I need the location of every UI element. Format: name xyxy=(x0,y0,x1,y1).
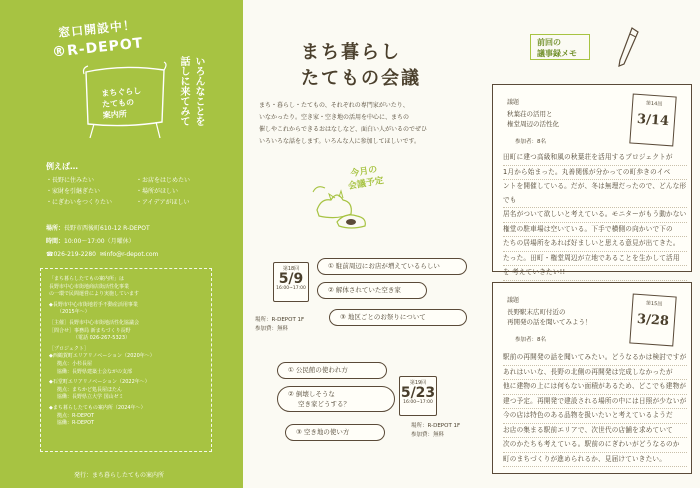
topic-text: ② 倒壊しそうな xyxy=(288,390,335,398)
rdepot-headline: ®R-DEPOT xyxy=(51,35,145,61)
minutes-title-line: 議事録メモ xyxy=(537,49,577,58)
publisher-footer: 発行：まち暮らしたてもの案内所 xyxy=(74,472,165,479)
topic-text: ③ 地区ごとのお祭りについて xyxy=(340,313,426,321)
meeting-number: 第18回 xyxy=(282,266,300,272)
topic-text: ② 解体されていた空き家 xyxy=(328,286,401,294)
agenda-title-line: 秋葉荘の活用と xyxy=(507,110,553,118)
vertical-line: 話しに来てみて xyxy=(178,56,189,126)
open-headline: 窓口開設中！ xyxy=(57,17,137,41)
minutes-notes xyxy=(503,351,687,467)
meeting-number: 第19回 xyxy=(409,380,427,386)
minutes-card xyxy=(492,282,692,474)
note-line: あれはいいな、長野の北側の再開発は完成しなかったが xyxy=(503,366,687,381)
topic-text: ① 公民館の使われ方 xyxy=(288,366,348,374)
project-line: 拠点：小杉長屋 xyxy=(57,360,93,367)
address: 長野市西後町610-12 R-DEPOT xyxy=(64,225,150,232)
intro-line: 催しやこれからできるおはなしなど、面白い人がいるのでぜひ xyxy=(259,126,427,133)
info-panel xyxy=(0,0,243,488)
page-title: たてもの会議 xyxy=(301,68,421,89)
agenda-title-line: 長野駅末広町付近の xyxy=(507,308,566,316)
examples-list xyxy=(136,175,190,208)
meeting-section xyxy=(243,0,478,488)
minutes-card xyxy=(492,84,692,276)
meeting-number: 第14回 xyxy=(645,100,663,108)
agenda-label: 議題 xyxy=(507,297,520,304)
plan-label-line: 今月の xyxy=(349,164,379,180)
example-item: ・ 長野に住みたい xyxy=(46,175,112,186)
meeting-date: 5/9 xyxy=(278,271,304,287)
vertical-line: いろんなことを xyxy=(193,56,204,126)
agenda-title-line: 権堂周辺の活性化 xyxy=(507,120,559,128)
projects-label: ［プロジェクト］ xyxy=(49,345,89,352)
intro-text xyxy=(259,100,469,148)
sign-line: まちぐらし xyxy=(100,86,142,99)
project-year: （2015年～） xyxy=(57,309,90,316)
intro-line: いろいろな話をします。いろんな人に参加してほしいです。 xyxy=(259,138,421,145)
meeting-meta xyxy=(255,316,304,334)
phone-number[interactable]: ☎026-219-2280 xyxy=(46,251,96,258)
sign-line: 案内所 xyxy=(102,109,128,121)
note-line: を 考えていきたい!! xyxy=(503,266,687,281)
note-line: 次のかたちも考えている。駅前のにぎわいがどうなるのか xyxy=(503,438,687,453)
example-item: ・ アイデアがほしい xyxy=(136,197,190,208)
topic-item xyxy=(329,309,467,326)
note-line: 今の店は特色のある品物を扱いたいと考えているようだ xyxy=(503,409,687,424)
topic-item xyxy=(317,282,427,299)
meeting-number: 第15回 xyxy=(645,300,663,308)
attendees: 参加者：8名 xyxy=(515,337,546,343)
example-item: ・ 家財を引継ぎたい xyxy=(46,186,112,197)
agenda-title xyxy=(507,109,559,129)
meeting-date: 3/14 xyxy=(636,111,670,130)
meeting-date-note xyxy=(629,294,676,347)
contact-info xyxy=(46,222,158,261)
signboard-illustration xyxy=(80,60,170,140)
minutes-title xyxy=(530,34,590,60)
example-item: ・ にぎわいをつくりたい xyxy=(46,197,112,208)
example-item: ・ お店をはじめたい xyxy=(136,175,190,186)
meeting-date: 5/23 xyxy=(400,385,436,401)
meeting-date-badge xyxy=(399,376,437,416)
meeting-time: 16:00~17:00 xyxy=(276,286,306,291)
topic-text: ③ 空き地の使い方 xyxy=(296,428,350,436)
note-line: 駅前の再開発の話を聞いてみたい。どうなるかは検討ですが xyxy=(503,351,687,366)
sign-line: たてもの xyxy=(101,97,135,110)
note-line: 権堂の駐車場は空いている。下手で横側の向かいで下の xyxy=(503,223,687,238)
note-line: 居名がついて欲しいと考えている。モニターがもう動かない xyxy=(503,208,687,223)
meeting-meta xyxy=(411,422,460,440)
meeting-fee: 参加費：無料 xyxy=(411,432,445,438)
meeting-place: 場所：R-DEPOT 1F xyxy=(255,317,305,323)
project-line: 協働：長野県立大学 国山ゼミ xyxy=(57,394,124,401)
note-line: 建つ予定。再開発で建設される場所の中には日照が少ないが xyxy=(503,395,687,410)
project-title: ◆長野市中心市街地若手不動産活用事業 xyxy=(49,301,138,308)
meeting-fee: 参加費：無料 xyxy=(255,326,289,332)
place-label: 場所： xyxy=(46,225,65,232)
project-line: 拠点：まちかど処長屋ほたん xyxy=(57,386,123,393)
topic-text: ① 駐前周辺にお店が増えているらしい xyxy=(328,262,440,270)
monthly-plan-label xyxy=(345,163,385,193)
time-label: 時間： xyxy=(46,238,65,245)
project-info-box xyxy=(40,268,212,452)
note-line: 町のまちづくりが進められるか、見届けていきたい。 xyxy=(503,453,687,468)
minutes-section xyxy=(478,0,700,488)
intro-line: まち・暮らし・たてもの、それぞれの専門家がいたり、 xyxy=(259,102,409,109)
opening-hours: 10:00～17:00（月曜休） xyxy=(64,238,135,245)
attendees: 参加者：8名 xyxy=(515,139,546,145)
meeting-time: 16:00~17:00 xyxy=(403,400,433,405)
box-intro: の一環で民間運営により実施しています xyxy=(49,291,140,298)
project-name: ◆まち暮らしたてもの案内所（2024年～） xyxy=(49,404,146,411)
meeting-place: 場所：R-DEPOT 1F xyxy=(411,423,461,429)
plan-label-line: 会議予定 xyxy=(347,175,385,192)
project-name: ◆西鶴賀町エリアリノベーション（2020年～） xyxy=(49,353,155,360)
topic-item xyxy=(317,258,467,275)
project-line: 拠点：R-DEPOT xyxy=(57,412,95,419)
agenda-label: 議題 xyxy=(507,99,520,106)
box-intro: 長野市中心市街地商店街活性化事業 xyxy=(49,283,130,290)
page-title: まち暮らし xyxy=(301,42,401,63)
meeting-date-badge xyxy=(273,262,309,302)
topic-item xyxy=(277,362,387,379)
note-line: 田町に建つ高級和風の秋葉荘を活用するプロジェクトが xyxy=(503,151,687,166)
topic-item xyxy=(277,386,395,412)
minutes-title-line: 前回の xyxy=(537,38,561,47)
project-line: 協働：R-DEPOT xyxy=(57,420,95,427)
note-line: たちの居場所をあれば好ましいと思える意見が出てきた。 xyxy=(503,237,687,252)
examples-title: 例えば… xyxy=(46,162,78,171)
agenda-title xyxy=(507,307,592,327)
project-line: 協働：長野県建築士会ながの支部 xyxy=(57,368,133,375)
intro-line: いなかったり。空き家・空き地の活用を中心に、まちの xyxy=(259,114,410,121)
note-line: お店の集まる駅前エリアで、次世代の店舗を求めていて xyxy=(503,424,687,439)
meeting-date-note xyxy=(629,94,676,147)
agenda-title-line: 再開発の話を聞いてみよう！ xyxy=(507,318,592,326)
note-line: 他に建物の上には何もない面積があるため、どこでも建物が xyxy=(503,380,687,395)
note-line: 1月から始まった。丸善関係が分かっての町歩きのイベ xyxy=(503,166,687,181)
minutes-notes xyxy=(503,151,687,281)
topic-item xyxy=(285,424,385,441)
box-intro: 「まち暮らしたてもの案内所」は xyxy=(49,276,125,282)
meeting-date: 3/28 xyxy=(636,311,670,330)
vertical-message xyxy=(176,56,206,166)
topic-text: 空き家どうする？ xyxy=(298,400,350,408)
email-link[interactable]: ✉info@r-depot.com xyxy=(99,251,159,258)
note-line: たった。田町・権堂周辺が立地であることを生かして活用 xyxy=(503,252,687,267)
note-line: ントを開催している。だが、冬は無理だったので、どんな形でも xyxy=(503,180,687,208)
host-line: ［問合せ］事務局 新まちづくり長野 xyxy=(49,327,131,334)
pen-icon xyxy=(616,26,640,68)
project-name: ◆石堂町エリアリノベーション（2022年～） xyxy=(49,379,150,386)
host-line: ［主催］長野市中心市街地活性化協議会 xyxy=(49,319,140,326)
example-item: ・ 場所がほしい xyxy=(136,186,190,197)
host-line: （電話 026-267-5323） xyxy=(73,335,131,342)
examples-list xyxy=(46,175,112,208)
